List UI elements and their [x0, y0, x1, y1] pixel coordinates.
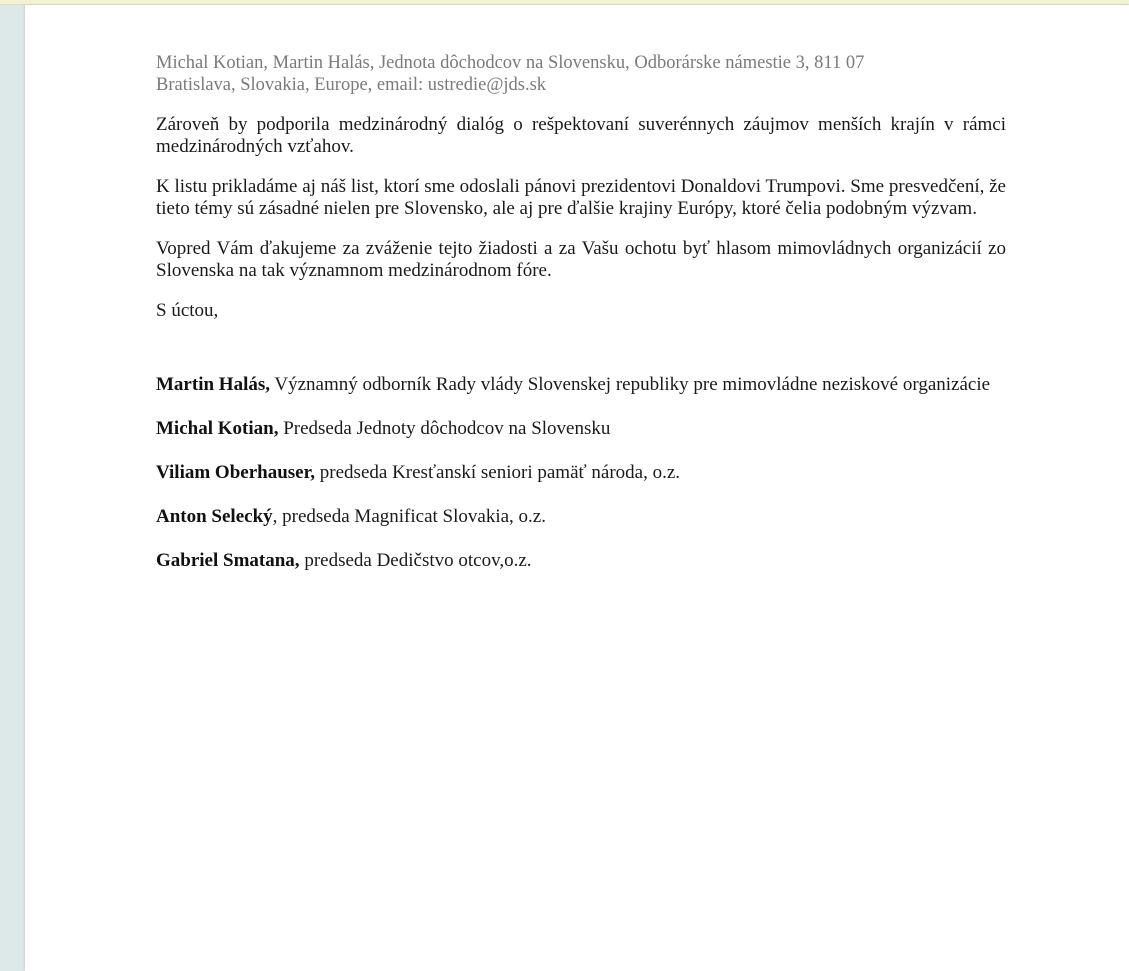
- salutation: S úctou,: [156, 300, 219, 321]
- signatory-role: , predseda Magnificat Slovakia, o.z.: [272, 506, 546, 527]
- signatory-name: Viliam Oberhauser,: [156, 462, 316, 483]
- signatory-name: Anton Selecký: [156, 506, 273, 527]
- signatory-role: predseda Dedičstvo otcov,o.z.: [299, 550, 532, 571]
- letterhead-line-2: Bratislava, Slovakia, Europe, email: ustredie@jds.sk: [156, 75, 547, 95]
- letterhead-line-1: Michal Kotian, Martin Halás, Jednota dôchodcov na Slovensku, Odborárske námestie 3, 811 07: [156, 53, 865, 73]
- signatory-role: predseda Kresťanskí seniori pamäť národa, o.z.: [315, 462, 681, 483]
- signatory-name: Michal Kotian,: [156, 418, 279, 439]
- letterhead: [156, 52, 1006, 96]
- signatory-role: Predseda Jednoty dôchodcov na Slovensku: [278, 418, 611, 439]
- signatory-4: [156, 506, 1006, 528]
- signatory-2: [156, 418, 1006, 440]
- paragraph-2: K listu prikladáme aj náš list, ktorí sme odoslali pánovi prezidentovi Donaldovi Trumpovi. Sme presvedčení, že tieto témy sú zásadné nielen pre Slovensko, ale aj pre ďalšie krajiny Európy, ktoré čelia podobným výzvam.: [156, 176, 1006, 219]
- signatory-5: [156, 550, 1006, 572]
- signatory-1: [156, 374, 1006, 396]
- signatory-role: Významný odborník Rady vlády Slovenskej republiky pre mimovládne neziskové organizácie: [270, 374, 991, 395]
- signatory-name: Gabriel Smatana,: [156, 550, 300, 571]
- paragraph-1: Zároveň by podporila medzinárodný dialóg o rešpektovaní suverénnych záujmov menších krajín v rámci medzinárodných vzťahov.: [156, 114, 1006, 157]
- signatory-name: Martin Halás,: [156, 374, 270, 395]
- signatory-3: [156, 462, 1006, 484]
- document-content: [156, 52, 1006, 594]
- paragraph-3: Vopred Vám ďakujeme za zváženie tejto žiadosti a za Vašu ochotu byť hlasom mimovládnych organizácií zo Slovenska na tak významnom medzinárodnom fóre.: [156, 238, 1006, 281]
- document-page[interactable]: [25, 5, 1129, 971]
